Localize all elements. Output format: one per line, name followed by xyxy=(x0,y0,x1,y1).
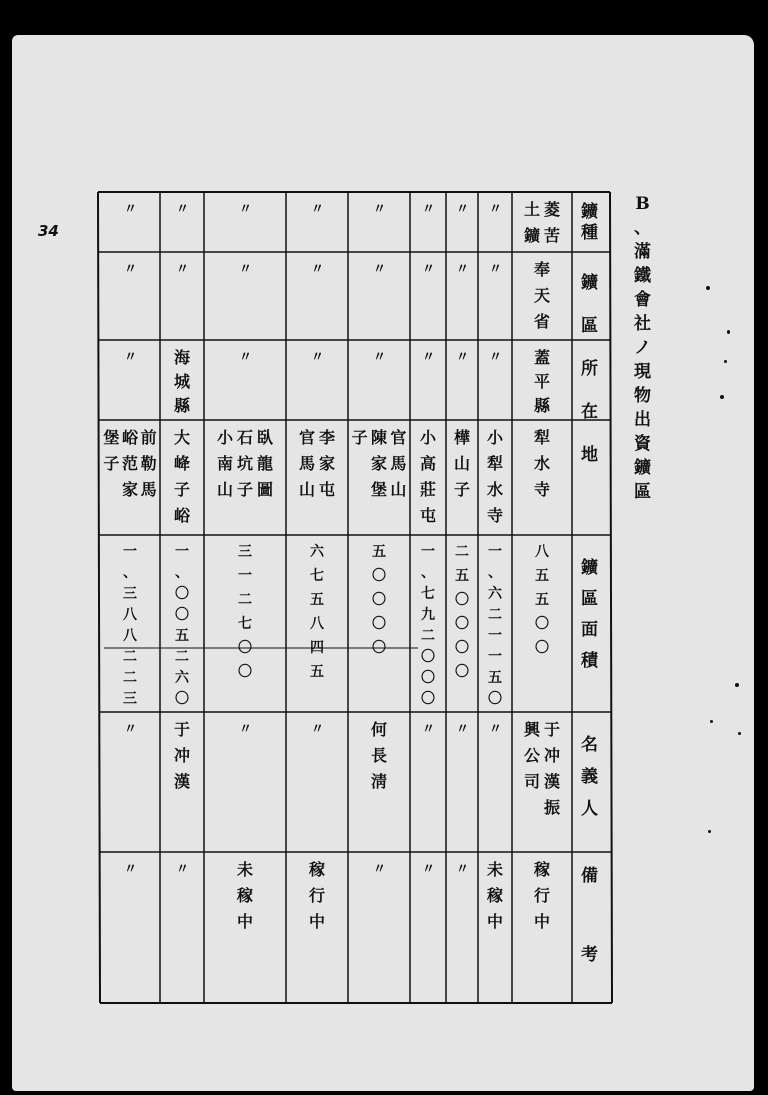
scan-speck xyxy=(710,720,713,723)
cell-place-text: 官 馬 山 xyxy=(390,428,407,499)
cell-mineral: 〃 xyxy=(311,202,325,217)
cell-remarks-text: 未 稼 中 xyxy=(236,860,253,931)
cell-place-text: 大 𡶶 子 峪 xyxy=(173,428,190,525)
cell-province-text: 奉 天 省 xyxy=(533,260,550,331)
cell-remarks: 〃 xyxy=(176,862,190,877)
scan-speck xyxy=(724,360,727,363)
cell-holder: 〃 xyxy=(456,722,470,737)
cell-mineral: 〃 xyxy=(124,202,138,217)
cell-place-text: 李 家 屯 xyxy=(318,428,335,499)
cell-mineral: 〃 xyxy=(422,202,436,217)
document-heading: B 、 滿 鐵 會 社 ノ 現 物 出 資 鑛 區 xyxy=(634,194,651,502)
cell-county: 〃 xyxy=(422,350,436,365)
cell-mineral: 〃 xyxy=(489,202,503,217)
page-number: 34 xyxy=(38,222,59,240)
cell-remarks: 〃 xyxy=(456,862,470,877)
cell-mineral: 〃 xyxy=(373,202,387,217)
cell-remarks-text: 稼 行 中 xyxy=(308,860,325,931)
cell-province: 〃 xyxy=(124,262,138,277)
cell-place-text: 犁 水 寺 xyxy=(533,428,550,499)
cell-place-text: 子 xyxy=(351,428,368,447)
cell-place-text: 官 馬 山 xyxy=(298,428,315,499)
cell-area-text: 六 七 五 八 四 五 xyxy=(310,544,324,680)
scan-speck xyxy=(720,395,724,399)
cell-remarks: 〃 xyxy=(422,862,436,877)
cell-place-text: 小 犁 水 寺 xyxy=(486,428,503,525)
cell-holder: 〃 xyxy=(311,722,325,737)
cell-province: 〃 xyxy=(311,262,325,277)
cell-holder-text: 于 冲 漢 振 xyxy=(543,720,560,817)
cell-place-text: 臥 龍 圖 xyxy=(256,428,273,499)
cell-remarks-text: 未 稼 中 xyxy=(486,860,503,931)
cell-province: 〃 xyxy=(239,262,253,277)
cell-county: 〃 xyxy=(124,350,138,365)
cell-place-text: 陳 家 堡 xyxy=(370,428,387,499)
cell-place-text: 堡 子 xyxy=(103,428,120,473)
cell-province: 〃 xyxy=(456,262,470,277)
cell-province: 〃 xyxy=(489,262,503,277)
cell-remarks: 〃 xyxy=(373,862,387,877)
cell-place-text: 小 高 莊 屯 xyxy=(419,428,436,525)
cell-place-text: 峪 范 家 xyxy=(121,428,138,499)
cell-area-text: 一 、 〇 〇 五 二 六 〇 xyxy=(175,544,189,707)
cell-mineral: 〃 xyxy=(456,202,470,217)
cell-holder-text: 興 公 司 xyxy=(523,720,540,791)
scan-speck xyxy=(738,732,741,735)
cell-area-text: 五 〇 〇 〇 〇 xyxy=(372,544,386,656)
cell-holder: 〃 xyxy=(422,722,436,737)
cell-province: 〃 xyxy=(176,262,190,277)
cell-mineral-text: 土 鑛 xyxy=(523,200,540,245)
cell-province: 〃 xyxy=(422,262,436,277)
cell-remarks-text: 稼 行 中 xyxy=(533,860,550,931)
cell-county: 〃 xyxy=(456,350,470,365)
scan-speck xyxy=(708,830,711,833)
header-district: 鑛 區 所 在 地 xyxy=(581,273,598,465)
cell-county: 〃 xyxy=(311,350,325,365)
cell-county: 〃 xyxy=(373,350,387,365)
cell-place-text: 樺 山 子 xyxy=(453,428,470,499)
header-holder: 名 義 人 xyxy=(581,735,598,819)
scan-speck xyxy=(706,286,710,290)
cell-holder: 〃 xyxy=(124,722,138,737)
cell-county: 〃 xyxy=(239,350,253,365)
cell-mineral: 〃 xyxy=(239,202,253,217)
cell-area-text: 一 、 七 九 二 〇 〇 〇 xyxy=(421,544,435,707)
cell-place-text: 前 勒 馬 xyxy=(140,428,157,499)
cell-county-text: 海 城 縣 xyxy=(173,348,190,415)
scan-speck xyxy=(727,330,730,334)
cell-holder-text: 于 冲 漢 xyxy=(173,720,190,791)
cell-holder-text: 何 長 淸 xyxy=(370,720,387,791)
cell-area-text: 八 五 五 〇 〇 xyxy=(535,544,549,656)
header-remarks: 備 考 xyxy=(581,866,598,965)
cell-mineral-text: 菱 苦 xyxy=(543,200,560,245)
cell-province: 〃 xyxy=(373,262,387,277)
cell-area-text: 一 、 六 二 一 一 五 〇 xyxy=(488,544,502,707)
cell-remarks: 〃 xyxy=(124,862,138,877)
cell-holder: 〃 xyxy=(239,722,253,737)
cell-area-text: 三 一 二 七 〇 〇 xyxy=(238,544,252,680)
header-area: 鑛 區 面 積 xyxy=(581,558,598,671)
cell-place-text: 石 坑 子 xyxy=(236,428,253,499)
cell-county: 〃 xyxy=(489,350,503,365)
header-mineral: 鑛 種 xyxy=(581,202,598,243)
cell-place-text: 小 南 山 xyxy=(216,428,233,499)
cell-area-text: 一 、 三 八 八 二 二 三 xyxy=(123,544,137,707)
cell-mineral: 〃 xyxy=(176,202,190,217)
cell-holder: 〃 xyxy=(489,722,503,737)
cell-area-text: 二 五 〇 〇 〇 〇 xyxy=(455,544,469,680)
cell-county-text: 蓋 平 縣 xyxy=(533,348,550,415)
scan-speck xyxy=(735,683,739,687)
